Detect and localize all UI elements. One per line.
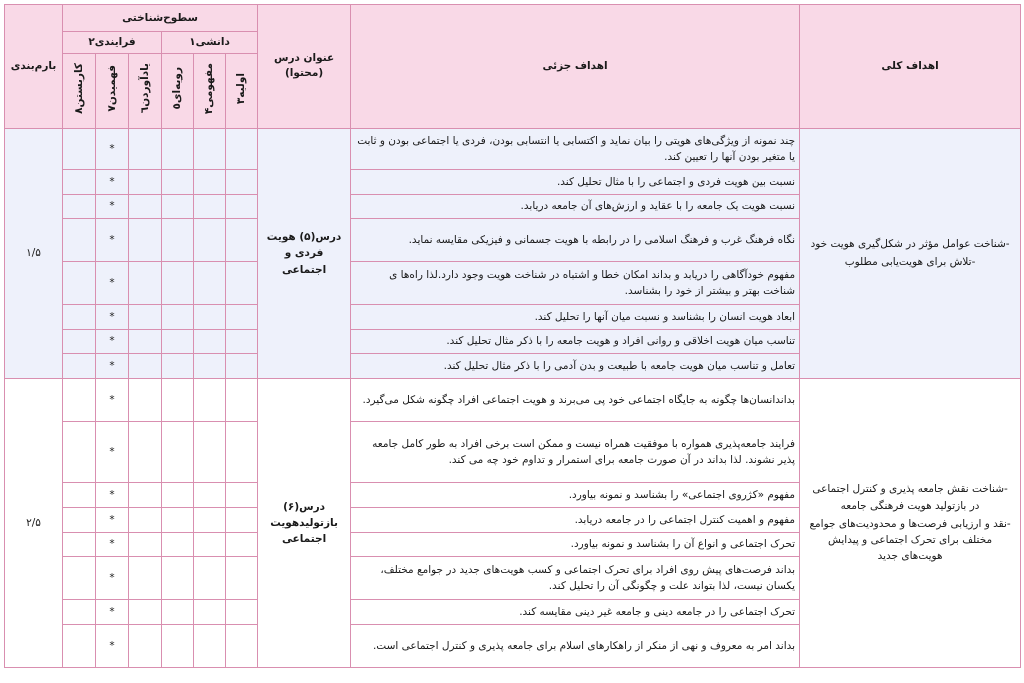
cognitive-levels-header: سطوح‌شناختی bbox=[63, 5, 258, 32]
process-header: فرایندی٢ bbox=[63, 31, 162, 54]
col-remember: یادآوردن٦ bbox=[129, 54, 162, 129]
understand-mark: * bbox=[96, 305, 129, 330]
understand-mark: * bbox=[96, 507, 129, 532]
table-row bbox=[5, 128, 1021, 169]
understand-mark: * bbox=[96, 421, 129, 482]
col-primary: اولیه٣ bbox=[226, 54, 258, 129]
understand-mark: * bbox=[96, 624, 129, 667]
table-row bbox=[5, 378, 1021, 421]
understand-mark: * bbox=[96, 532, 129, 557]
understand-mark: * bbox=[96, 557, 129, 600]
understand-mark: * bbox=[96, 354, 129, 379]
section1-lesson: درس(۵) هویت فردی و اجتماعی bbox=[258, 128, 351, 378]
col-understand: فهمیدن٧ bbox=[96, 54, 129, 129]
objective: تعامل و تناسب میان هویت جامعه با طبیعت و بدن آدمی را با ذکر مثال تحلیل کند. bbox=[351, 354, 800, 379]
understand-mark: * bbox=[96, 483, 129, 508]
objective: فرایند جامعه‌پذیری همواره با موفقیت همراه نیست و ممکن است برخی افراد به طور کامل جامعه پذیر نشوند. لذا بداند در آن صورت جامعه برای استمرار و تداوم خود چه می کند. bbox=[351, 421, 800, 482]
objective: ابعاد هویت انسان را بشناسد و نسبت میان آنها را تحلیل کند. bbox=[351, 305, 800, 330]
objective: بداند فرصت‌های پیش روی افراد برای تحرک اجتماعی و کسب هویت‌های جدید در جوامع مختلف، یکسان نیست، لذا بتواند علت و چگونگی آن را تحلیل کند. bbox=[351, 557, 800, 600]
objective: نسبت هویت یک جامعه را با عقاید و ارزش‌های آن جامعه دریابد. bbox=[351, 194, 800, 219]
understand-mark: * bbox=[96, 329, 129, 354]
score-header: بارم‌بندی bbox=[5, 5, 63, 129]
understand-mark: * bbox=[96, 169, 129, 194]
objective: بداندانسان‌ها چگونه به جایگاه اجتماعی خود پی می‌برند و هویت اجتماعی افراد چگونه شکل می‌گیرد. bbox=[351, 378, 800, 421]
partial-goals-header: اهداف جزئی bbox=[351, 5, 800, 129]
objective: مفهوم و اهمیت کنترل اجتماعی را در جامعه دریابد. bbox=[351, 507, 800, 532]
col-apply: کاربستن٨ bbox=[63, 54, 96, 129]
objective: نسبت بین هویت فردی و اجتماعی را با مثال تحلیل کند. bbox=[351, 169, 800, 194]
section1-general-goals: -شناخت عوامل مؤثر در شکل‌گیری هویت خود -تلاش برای هویت‌یابی مطلوب bbox=[800, 128, 1021, 378]
understand-mark: * bbox=[96, 262, 129, 305]
objectives-table bbox=[4, 4, 1021, 668]
objective: تحرک اجتماعی را در جامعه دینی و جامعه غیر دینی مقایسه کند. bbox=[351, 600, 800, 625]
objective: تناسب میان هویت اخلاقی و روانی افراد و هویت جامعه را با ذکر مثال تحلیل کند. bbox=[351, 329, 800, 354]
understand-mark: * bbox=[96, 219, 129, 262]
header-row-1 bbox=[5, 5, 1021, 32]
section1-score: ۱/۵ bbox=[5, 128, 63, 378]
understand-mark: * bbox=[96, 378, 129, 421]
col-procedural: رویه‌ای٥ bbox=[162, 54, 194, 129]
understand-mark: * bbox=[96, 600, 129, 625]
understand-mark: * bbox=[96, 128, 129, 169]
objective: بداند امر به معروف و نهی از منکر از راهکارهای اسلام برای جامعه پذیری و کنترل اجتماعی است. bbox=[351, 624, 800, 667]
lesson-title-header: عنوان درس (محتوا) bbox=[258, 5, 351, 129]
understand-mark: * bbox=[96, 194, 129, 219]
knowledge-header: دانشی١ bbox=[162, 31, 258, 54]
objective: چند نمونه از ویژگی‌های هویتی را بیان نماید و اکتسابی یا انتسابی بودن، فردی یا اجتماعی بودن و ثابت یا متغیر بودن آنها را تعیین کند. bbox=[351, 128, 800, 169]
general-goals-header: اهداف کلی bbox=[800, 5, 1021, 129]
section2-general-goals: -شناخت نقش جامعه پذیری و کنترل اجتماعی در بازتولید هویت فرهنگی جامعه -نقد و ارزیابی فرصت‌ها و محدودیت‌های جوامع مختلف برای تحرک اجتماعی و پیدایش هویت‌های جدید bbox=[800, 378, 1021, 667]
objective: نگاه فرهنگ غرب و فرهنگ اسلامی را در رابطه با هویت جسمانی و فیزیکی مقایسه نماید. bbox=[351, 219, 800, 262]
section2-score: ۲/۵ bbox=[5, 378, 63, 667]
section2-lesson: درس(۶) بازتولیدهویت اجتماعی bbox=[258, 378, 351, 667]
objective: تحرک اجتماعی و انواع آن را بشناسد و نمونه بیاورد. bbox=[351, 532, 800, 557]
col-conceptual: مفهومی۴ bbox=[194, 54, 226, 129]
objective: مفهوم خودآگاهی را دریابد و بداند امکان خطا و اشتباه در شناخت هویت وجود دارد.لذا راه‌ها ی شناخت بهتر و بیشتر از خود را بشناسد. bbox=[351, 262, 800, 305]
objective: مفهوم «کژروی اجتماعی» را بشناسد و نمونه بیاورد. bbox=[351, 483, 800, 508]
